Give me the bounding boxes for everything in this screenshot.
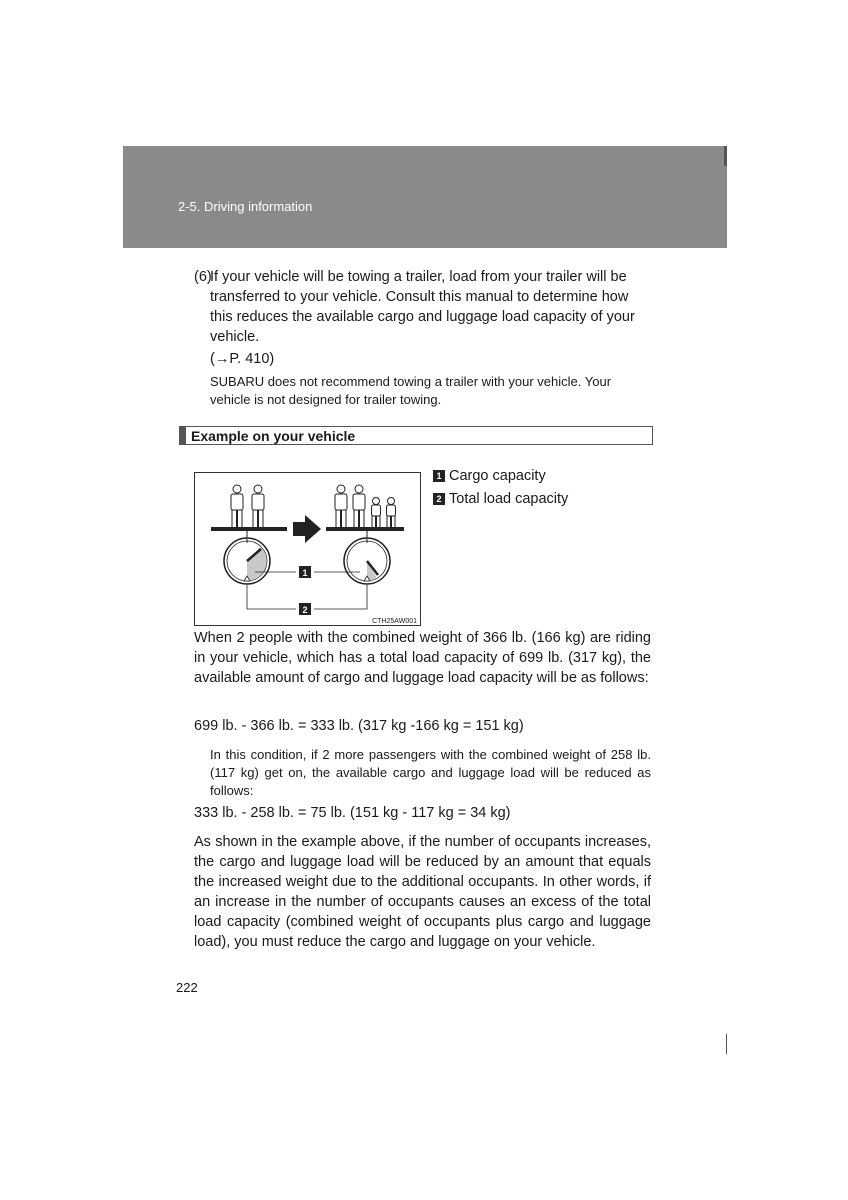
example-note: In this condition, if 2 more passengers with the combined weight of 258 lb. (117 kg) get on, the available cargo and luggage load will be reduced as follows: <box>210 747 651 798</box>
calculation-1: 699 lb. - 366 lb. = 333 lb. (317 kg -166 kg = 151 kg) <box>194 718 524 734</box>
platform-right <box>326 527 404 531</box>
child-icon <box>387 498 396 529</box>
person-icon <box>335 485 347 528</box>
figure-code: CTH25AW001 <box>372 618 417 625</box>
legend-label: Total load capacity <box>449 491 569 507</box>
legend-item-total <box>433 491 568 507</box>
platform-left <box>211 527 287 531</box>
section-label: 2-5. Driving information <box>178 199 313 214</box>
person-icon <box>252 485 264 528</box>
load-capacity-figure <box>194 472 421 626</box>
person-icon <box>353 485 365 528</box>
header-tick <box>724 146 727 166</box>
example-paragraph-2: As shown in the example above, if the number of occupants increases, the cargo and luggage load will be reduced by an amount that equals the increased weight due to the additional occupants. In other words, if an increase in the number of occupants causes an excess of the total load capacity (combined weight of occupants plus cargo and luggage load), you must reduce the cargo and luggage on your vehicle. <box>194 834 651 950</box>
legend-label: Cargo capacity <box>449 468 546 484</box>
heading-bar <box>180 427 186 444</box>
svg-text:1: 1 <box>302 568 308 578</box>
legend-num: 1 <box>433 470 445 482</box>
side-tick <box>726 1034 727 1054</box>
page-reference-link[interactable]: (→P. 410) <box>210 351 275 367</box>
child-icon <box>372 498 381 529</box>
page-number: 222 <box>176 980 198 995</box>
header-band <box>123 146 727 248</box>
trailer-note: SUBARU does not recommend towing a trailer with your vehicle. Your vehicle is not designed for trailer towing. <box>210 374 612 407</box>
person-icon <box>231 485 243 528</box>
item-number: (6) <box>194 269 212 285</box>
svg-text:2: 2 <box>302 605 308 615</box>
calculation-2: 333 lb. - 258 lb. = 75 lb. (151 kg - 117 kg = 34 kg) <box>194 805 511 821</box>
load-illustration <box>195 473 420 625</box>
item-text: If your vehicle will be towing a trailer, load from your trailer will be transferred to your vehicle. Consult this manual to determine how this reduces the available cargo and luggage load capacity of your vehicle. <box>210 269 635 345</box>
legend-num: 2 <box>433 493 445 505</box>
example-paragraph-1: When 2 people with the combined weight of 366 lb. (166 kg) are riding in your vehicle, which has a total load capacity of 699 lb. (317 kg), the available amount of cargo and luggage load capacity will be as follows: <box>194 630 651 686</box>
arrow-right-icon <box>293 515 321 543</box>
example-heading-label: Example on your vehicle <box>191 428 356 444</box>
example-heading <box>179 426 653 445</box>
legend-item-cargo <box>433 468 546 484</box>
item-6 <box>194 267 652 347</box>
